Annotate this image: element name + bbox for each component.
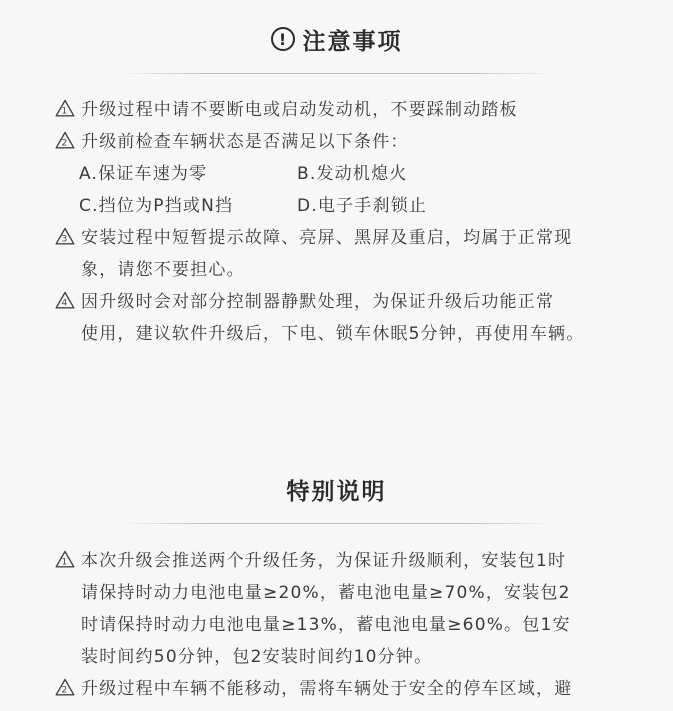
condition-row [55, 158, 630, 190]
notice-item-4-line-2: 使用，建议软件升级后，下电、锁车休眠5分钟，再使用车辆。 [81, 324, 585, 344]
special-item-1-line-2: 请保持时动力电池电量≥20%，蓄电池电量≥70%，安装包2 [81, 583, 571, 603]
special-item-1-line-3: 时请保持时动力电池电量≥13%，蓄电池电量≥60%。包1安 [81, 615, 571, 635]
svg-text:4: 4 [61, 298, 69, 309]
special-divider [120, 523, 553, 524]
special-section-title [0, 472, 673, 506]
special-item-2 [55, 673, 630, 705]
notice-item-2-line-1: 升级前检查车辆状态是否满足以下条件： [81, 132, 409, 152]
special-item-1-line-4: 装时间约50分钟，包2安装时间约10分钟。 [81, 647, 433, 667]
condition-row [55, 190, 630, 222]
notice-item-1-line-1: 升级过程中请不要断电或启动发动机，不要踩制动踏板 [81, 100, 518, 120]
svg-text:1: 1 [61, 106, 69, 117]
special-item-2-line-1: 升级过程中车辆不能移动，需将车辆处于安全的停车区域，避 [81, 679, 573, 699]
notice-item-3-line-1: 安装过程中短暂提示故障、亮屏、黑屏及重启，均属于正常现 [81, 228, 573, 248]
svg-text:3: 3 [61, 234, 69, 245]
warning-triangle-icon [55, 550, 75, 568]
notice-item-1 [55, 94, 630, 126]
notice-item-3-line-2: 象，请您不要担心。 [81, 260, 245, 280]
special-title-text: 特别说明 [286, 478, 387, 505]
condition-a: A.保证车速为零 [79, 164, 208, 184]
notice-list [55, 94, 630, 350]
condition-b: B.发动机熄火 [297, 164, 408, 184]
svg-text:2: 2 [61, 138, 69, 149]
notice-divider [120, 73, 553, 74]
warning-triangle-icon [55, 131, 75, 149]
warning-triangle-icon [55, 99, 75, 117]
exclamation-circle-icon: ! [271, 27, 295, 51]
notice-item-4 [55, 286, 630, 350]
condition-d: D.电子手刹锁止 [297, 196, 428, 216]
warning-triangle-icon [55, 678, 75, 696]
svg-text:1: 1 [61, 557, 69, 568]
notice-section-title [0, 22, 673, 56]
notice-item-3 [55, 222, 630, 286]
notice-item-4-line-1: 因升级时会对部分控制器静默处理，为保证升级后功能正常 [81, 292, 555, 312]
warning-triangle-icon [55, 227, 75, 245]
special-list [55, 545, 630, 705]
warning-triangle-icon [55, 291, 75, 309]
condition-c: C.挡位为P挡或N挡 [79, 196, 234, 216]
notice-title-text: 注意事项 [302, 28, 403, 55]
notice-item-2 [55, 126, 630, 222]
svg-text:2: 2 [61, 685, 69, 696]
special-item-1 [55, 545, 630, 673]
special-item-1-line-1: 本次升级会推送两个升级任务，为保证升级顺利，安装包1时 [81, 551, 567, 571]
